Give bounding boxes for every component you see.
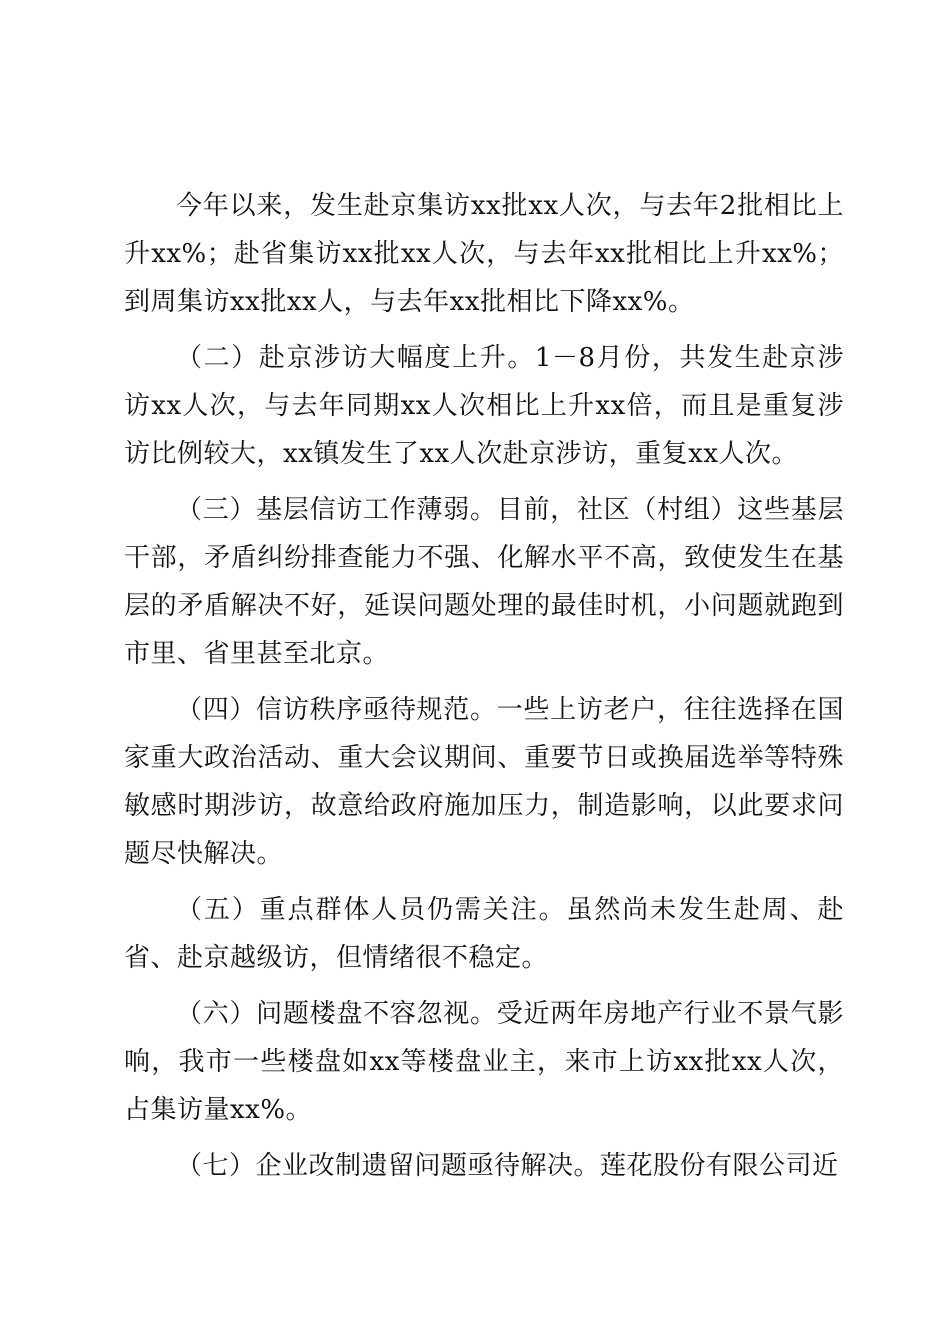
paragraph-section-4: （四）信访秩序亟待规范。一些上访老户，往往选择在国家重大政治活动、重大会议期间、重要节日或换届选举等特殊敏感时期涉访，故意给政府施加压力，制造影响，以此要求问题尽快解决。 xyxy=(124,695,844,869)
paragraph-section-6: （六）问题楼盘不容忽视。受近两年房地产行业不景气影响，我市一些楼盘如xx等楼盘业主，来市上访xx批xx人次，占集访量xx%。 xyxy=(124,999,844,1125)
paragraph-section-3: （三）基层信访工作薄弱。目前，社区（村组）这些基层干部，矛盾纠纷排查能力不强、化解水平不高，致使发生在基层的矛盾解决不好，延误问题处理的最佳时机，小问题就跑到市里、省里甚至北京。 xyxy=(124,495,844,669)
paragraph-section-7: （七）企业改制遗留问题亟待解决。莲花股份有限公司近 xyxy=(176,1151,839,1181)
paragraph-section-2: （二）赴京涉访大幅度上升。1－8月份，共发生赴京涉访xx人次，与去年同期xx人次相比上升xx倍，而且是重复涉访比例较大，xx镇发生了xx人次赴京涉访，重复xx人次。 xyxy=(124,343,844,469)
paragraph-intro: 今年以来，发生赴京集访xx批xx人次，与去年2批相比上升xx%；赴省集访xx批xx人次，与去年xx批相比上升xx%；到周集访xx批xx人，与去年xx批相比下降xx%。 xyxy=(124,191,844,317)
document-body xyxy=(124,182,844,1190)
paragraph-section-5: （五）重点群体人员仍需关注。虽然尚未发生赴周、赴省、赴京越级访，但情绪很不稳定。 xyxy=(124,895,844,973)
